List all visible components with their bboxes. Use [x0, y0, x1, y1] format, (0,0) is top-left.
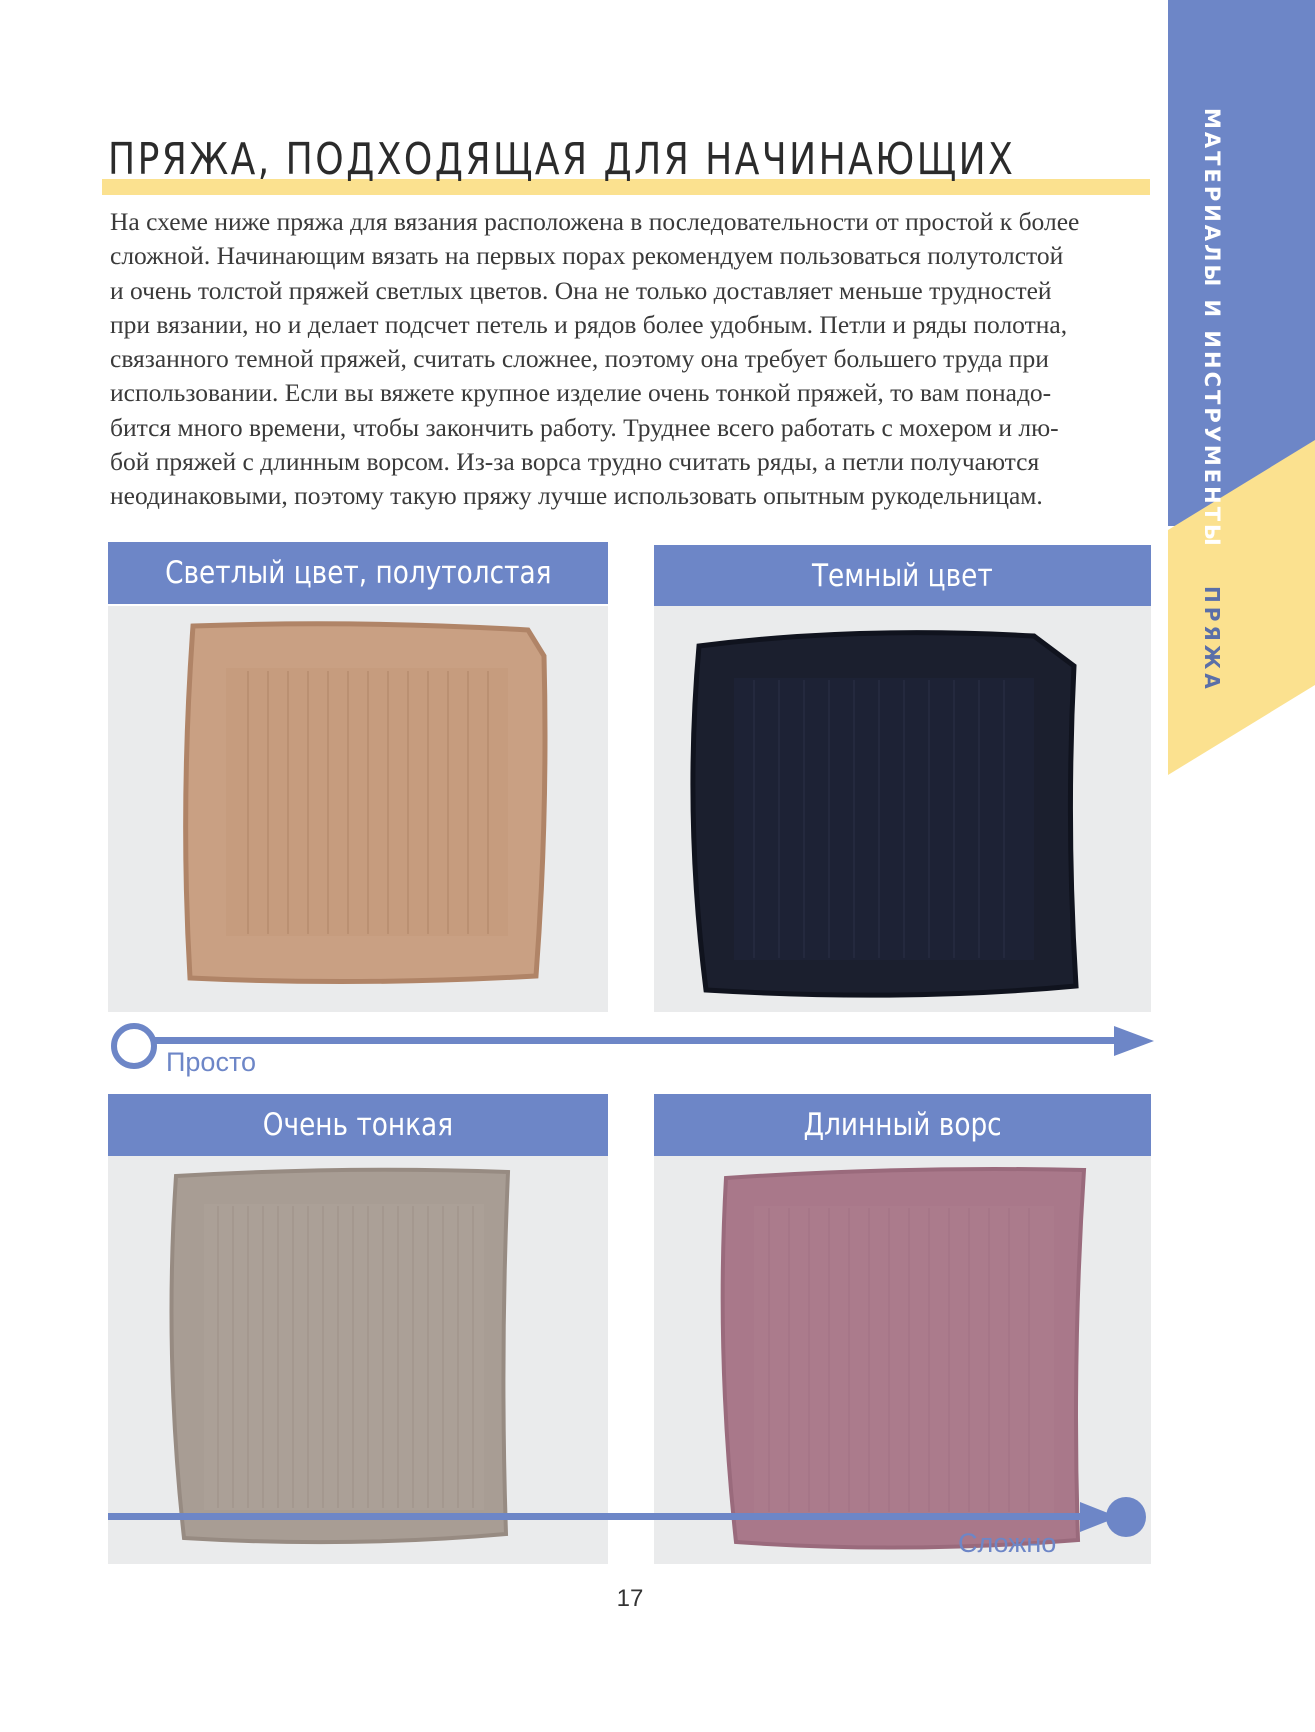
scale-end-label: Сложно [958, 1528, 1057, 1558]
intro-line: На схеме ниже пряжа для вязания расположена в последовательности от простой к более [110, 207, 1080, 236]
intro-line: сложной. Начинающим вязать на первых порах рекомендуем пользоваться полутолстой [110, 241, 1064, 271]
page-title: ПРЯЖА, ПОДХОДЯЩАЯ ДЛЯ НАЧИНАЮЩИХ [108, 134, 1016, 185]
arrow-head-icon [1114, 1026, 1154, 1056]
swatch-photo-thin [108, 1156, 608, 1564]
swatch-photo-light [108, 606, 608, 1012]
scale-start-marker [111, 1023, 157, 1069]
card-title: Очень тонкая [262, 1107, 454, 1143]
card-title: Светлый цвет, полутолстая [164, 555, 552, 591]
intro-line: бой пряжей с длинным ворсом. Из-за ворса трудно считать ряды, а петли получаются [110, 447, 1040, 477]
card-header-light [108, 542, 608, 604]
intro-line: бится много времени, чтобы закончить работу. Труднее всего работать с мохером и лю- [110, 412, 1059, 442]
intro-line: при вязании, но и делает подсчет петель и рядов более удобным. Петли и ряды полотна, [110, 309, 1068, 339]
card-title: Темный цвет [812, 558, 993, 594]
scale-arrow-lower [108, 1513, 1088, 1520]
scale-start-label: Просто [166, 1047, 257, 1077]
swatch-dark [654, 606, 1151, 1012]
card-header-long-pile [654, 1094, 1151, 1156]
intro-line: неодинаковыми, поэтому такую пряжу лучше использовать опытным рукодельницам. [110, 481, 1043, 511]
card-title: Длинный ворс [803, 1107, 1002, 1143]
intro-line: и очень толстой пряжей светлых цветов. Она не только доставляет меньше трудностей [110, 275, 1052, 305]
swatch-thin [108, 1156, 608, 1564]
swatch-light [108, 606, 608, 1012]
section-tab-label: МАТЕРИАЛЫ И ИНСТРУМЕНТЫ [1200, 108, 1224, 549]
scale-end-marker [1106, 1497, 1146, 1537]
card-header-thin [108, 1094, 608, 1156]
card-header-dark [654, 545, 1151, 607]
scale-arrow-upper [151, 1037, 1121, 1044]
swatch-photo-dark [654, 606, 1151, 1012]
swatch-long-pile [654, 1156, 1151, 1564]
intro-line: использовании. Если вы вяжете крупное изделие очень тонкой пряжей, то вам понадо- [110, 378, 1052, 408]
subsection-tab [1168, 440, 1315, 775]
swatch-photo-long-pile [654, 1156, 1151, 1564]
intro-paragraph [110, 205, 1155, 514]
page-number: 17 [616, 1585, 644, 1612]
subsection-tab-label: ПРЯЖА [1200, 586, 1224, 693]
intro-line: связанного темной пряжей, считать сложнее, поэтому она требует большего труда при [110, 344, 1049, 374]
